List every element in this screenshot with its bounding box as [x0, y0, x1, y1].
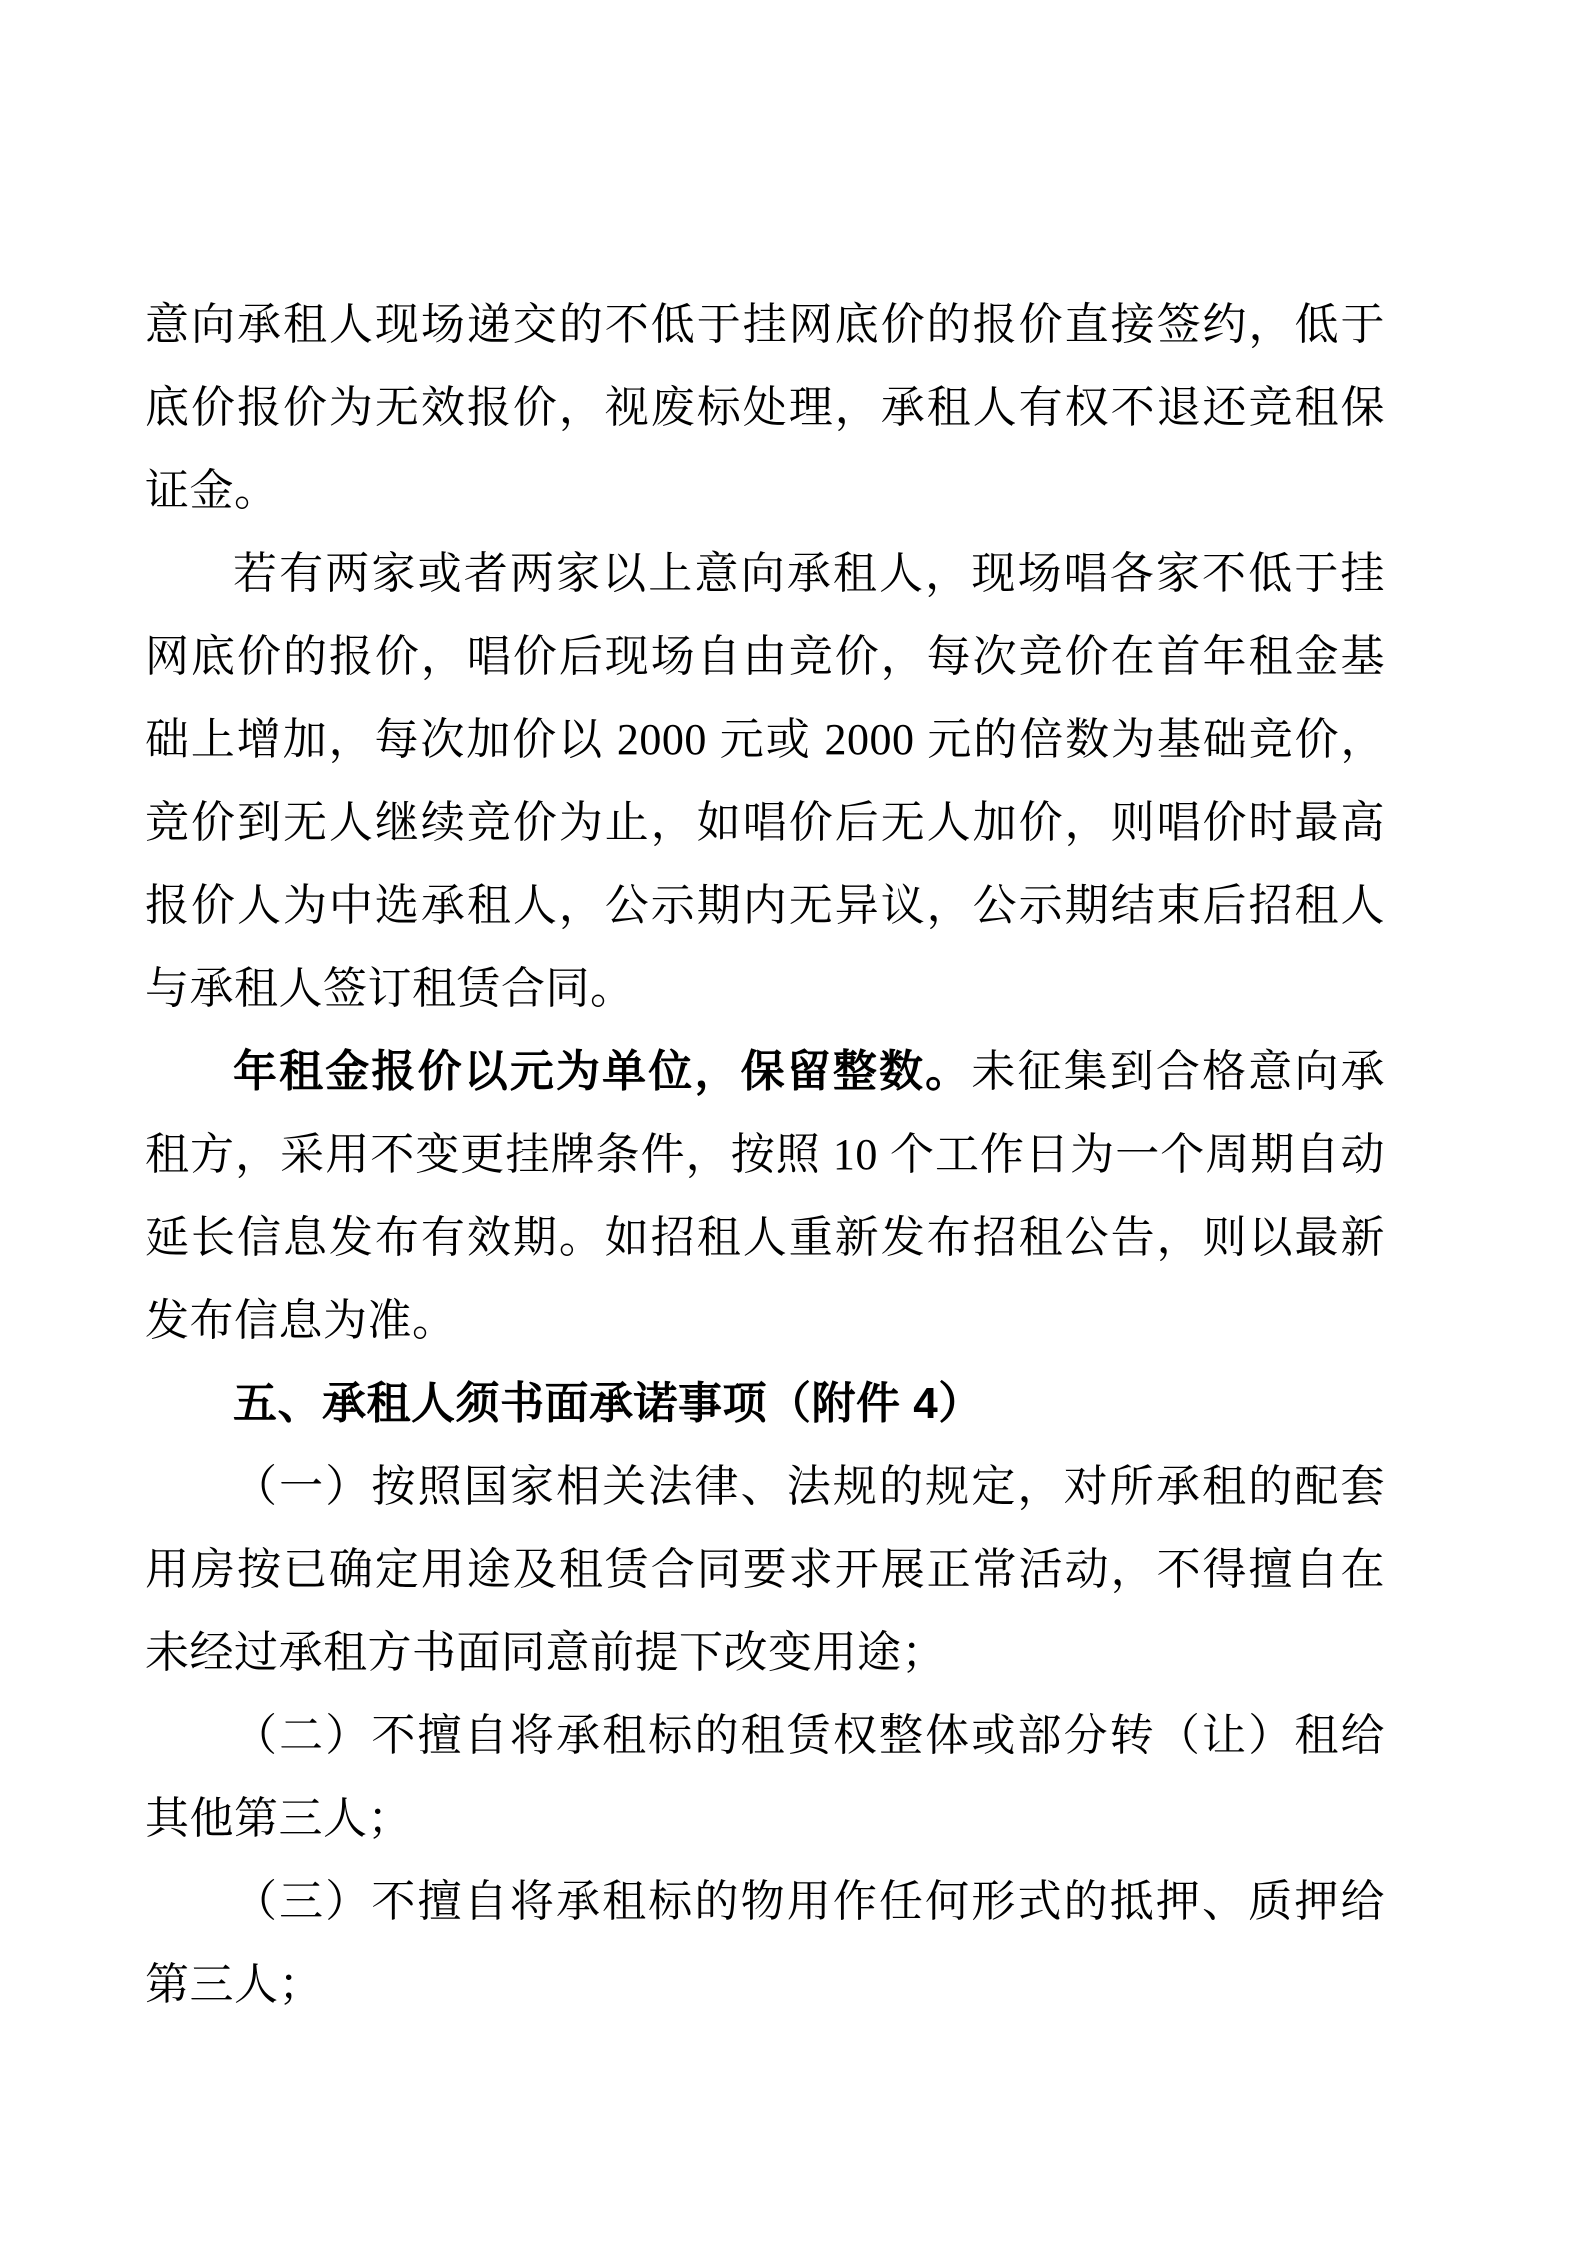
text-segment: （二）不擅自将承租标的租赁权整体或部分转（让）租给其他第三人； — [145, 1711, 1385, 1843]
text-segment: 未征集到合格意向承租方，采用不变更挂牌条件，按照 10 个工作日为一个周期自动延长信息发布有效期。如招租人重新发布招租公告，则以最新发布信息为准。 — [145, 1047, 1386, 1345]
document-body — [145, 283, 1385, 2026]
paragraph — [145, 1694, 1385, 1860]
paragraph — [145, 1445, 1385, 1694]
text-segment: 若有两家或者两家以上意向承租人，现场唱各家不低于挂网底价的报价，唱价后现场自由竞价，每次竞价在首年租金基础上增加，每次加价以 2000 元或 2000 元的倍数为基础竞价，竞价到无人继续竞价为止，如唱价后无人加价，则唱价时最高报价人为中选承租人，公示期内无异议，公示期结束后招租人与承租人签订租赁合同。 — [145, 549, 1385, 1013]
bold-text-segment: 年租金报价以元为单位，保留整数。 — [233, 1047, 972, 1096]
section-heading — [145, 1362, 1385, 1445]
paragraph — [145, 283, 1385, 532]
paragraph — [145, 1860, 1385, 2026]
text-segment: （一）按照国家相关法律、法规的规定，对所承租的配套用房按已确定用途及租赁合同要求开展正常活动，不得擅自在未经过承租方书面同意前提下改变用途； — [145, 1462, 1385, 1677]
text-segment: （三）不擅自将承租标的物用作任何形式的抵押、质押给第三人； — [145, 1877, 1385, 2009]
bold-text-segment: 五、承租人须书面承诺事项（附件 4） — [233, 1379, 983, 1428]
paragraph — [145, 532, 1385, 1030]
paragraph — [145, 1030, 1385, 1362]
text-segment: 意向承租人现场递交的不低于挂网底价的报价直接签约，低于底价报价为无效报价，视废标处理，承租人有权不退还竞租保证金。 — [145, 300, 1385, 515]
